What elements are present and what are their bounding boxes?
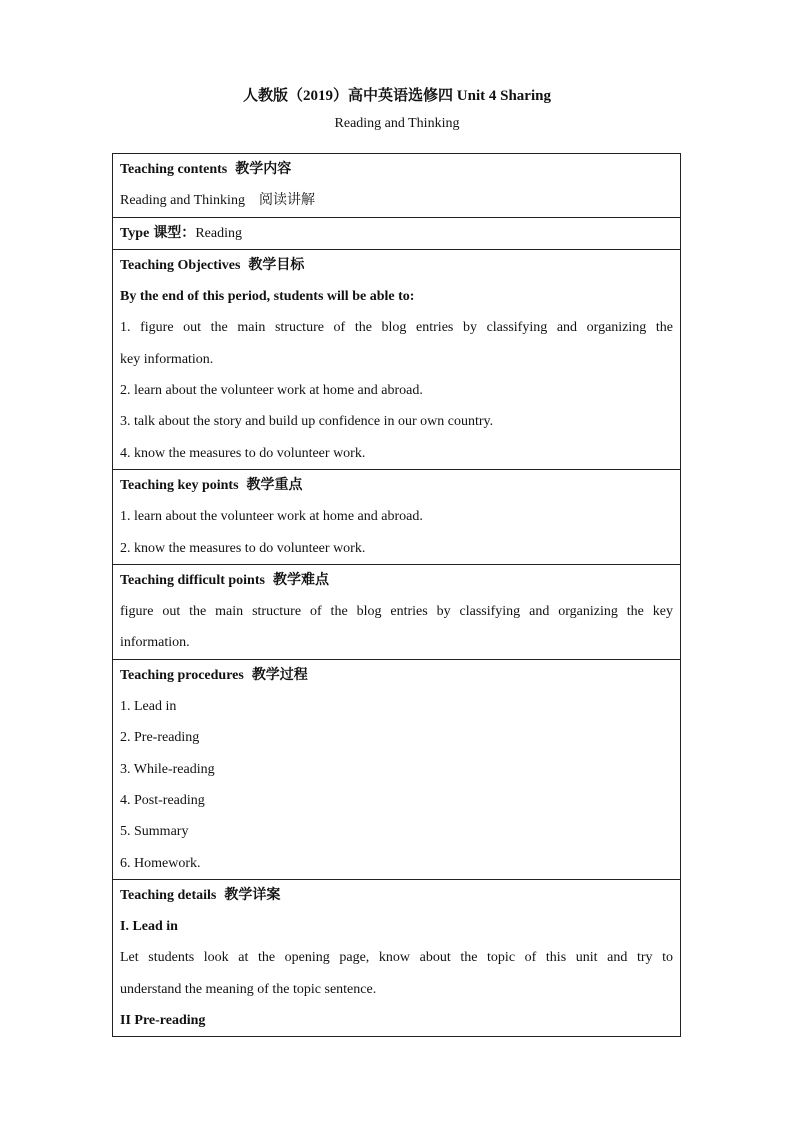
type-line xyxy=(120,218,673,249)
objective-item-1-line-1: 1. figure out the main structure of the blog entries by classifying and organizing the xyxy=(120,320,673,336)
key-points-heading-en: Teaching key points xyxy=(120,477,239,493)
type-value: Reading xyxy=(195,225,242,241)
key-points-cell xyxy=(113,469,681,564)
objectives-cell xyxy=(113,249,681,469)
procedures-row xyxy=(113,659,681,879)
procedures-heading-cn: 教学过程 xyxy=(251,666,308,683)
procedure-item-4: 4. Post-reading xyxy=(120,792,205,808)
difficult-points-cell xyxy=(113,564,681,659)
difficult-point-line-2: information. xyxy=(120,635,190,651)
procedures-heading-en: Teaching procedures xyxy=(120,667,244,683)
procedures-cell xyxy=(113,659,681,879)
document-subtitle: Reading and Thinking xyxy=(334,116,460,131)
contents-heading xyxy=(120,154,673,185)
key-points-row xyxy=(113,469,681,564)
pre-reading-heading: II Pre-reading xyxy=(120,1013,206,1029)
details-heading xyxy=(120,880,673,911)
procedures-heading xyxy=(120,660,673,691)
lesson-plan-table xyxy=(112,153,681,1037)
details-heading-en: Teaching details xyxy=(120,887,217,903)
difficult-points-heading-cn: 教学难点 xyxy=(272,571,329,588)
objectives-row xyxy=(113,249,681,469)
contents-cell xyxy=(113,154,681,218)
objectives-heading-cn: 教学目标 xyxy=(248,256,305,273)
objectives-heading-en: Teaching Objectives xyxy=(120,257,241,273)
contents-line-cn: 阅读讲解 xyxy=(258,192,315,209)
objective-item-3: 3. talk about the story and build up confidence in our own country. xyxy=(120,414,494,430)
contents-heading-en: Teaching contents xyxy=(120,162,228,177)
key-point-item-1: 1. learn about the volunteer work at home and abroad. xyxy=(120,509,423,525)
type-row xyxy=(113,217,681,249)
procedure-item-6: 6. Homework. xyxy=(120,855,201,871)
details-cell xyxy=(113,879,681,1036)
lead-in-heading: I. Lead in xyxy=(120,919,178,935)
type-label-cn: 课型： xyxy=(153,224,196,241)
difficult-points-heading-en: Teaching difficult points xyxy=(120,572,265,588)
objective-item-2: 2. learn about the volunteer work at home and abroad. xyxy=(120,383,423,399)
difficult-point-line-1: figure out the main structure of the blog entries by classifying and organizing the key xyxy=(120,604,673,620)
difficult-points-row xyxy=(113,564,681,659)
key-point-item-2: 2. know the measures to do volunteer work. xyxy=(120,540,366,556)
objective-item-4: 4. know the measures to do volunteer work. xyxy=(120,445,366,461)
details-heading-cn: 教学详案 xyxy=(224,886,281,903)
key-points-heading-cn: 教学重点 xyxy=(246,476,303,493)
procedure-item-5: 5. Summary xyxy=(120,824,189,840)
objectives-intro: By the end of this period, students will be able to: xyxy=(120,289,415,305)
lead-in-line-2: understand the meaning of the topic sentence. xyxy=(120,981,377,997)
procedure-item-2: 2. Pre-reading xyxy=(120,730,200,746)
contents-heading-cn: 教学内容 xyxy=(235,161,292,177)
contents-line xyxy=(120,185,673,216)
procedure-item-1: 1. Lead in xyxy=(120,699,177,715)
lead-in-line-1: Let students look at the opening page, know about the topic of this unit and try to xyxy=(120,950,673,966)
contents-line-en: Reading and Thinking xyxy=(120,193,245,209)
procedure-item-3: 3. While-reading xyxy=(120,761,215,777)
type-label: Type xyxy=(120,225,150,241)
type-cell xyxy=(113,217,681,249)
contents-row xyxy=(113,154,681,218)
objective-item-1-line-2: key information. xyxy=(120,351,214,367)
document-title: 人教版（2019）高中英语选修四 Unit 4 Sharing xyxy=(243,88,551,104)
key-points-heading xyxy=(120,470,673,501)
difficult-points-heading xyxy=(120,565,673,596)
details-row xyxy=(113,879,681,1036)
objectives-heading xyxy=(120,250,673,281)
